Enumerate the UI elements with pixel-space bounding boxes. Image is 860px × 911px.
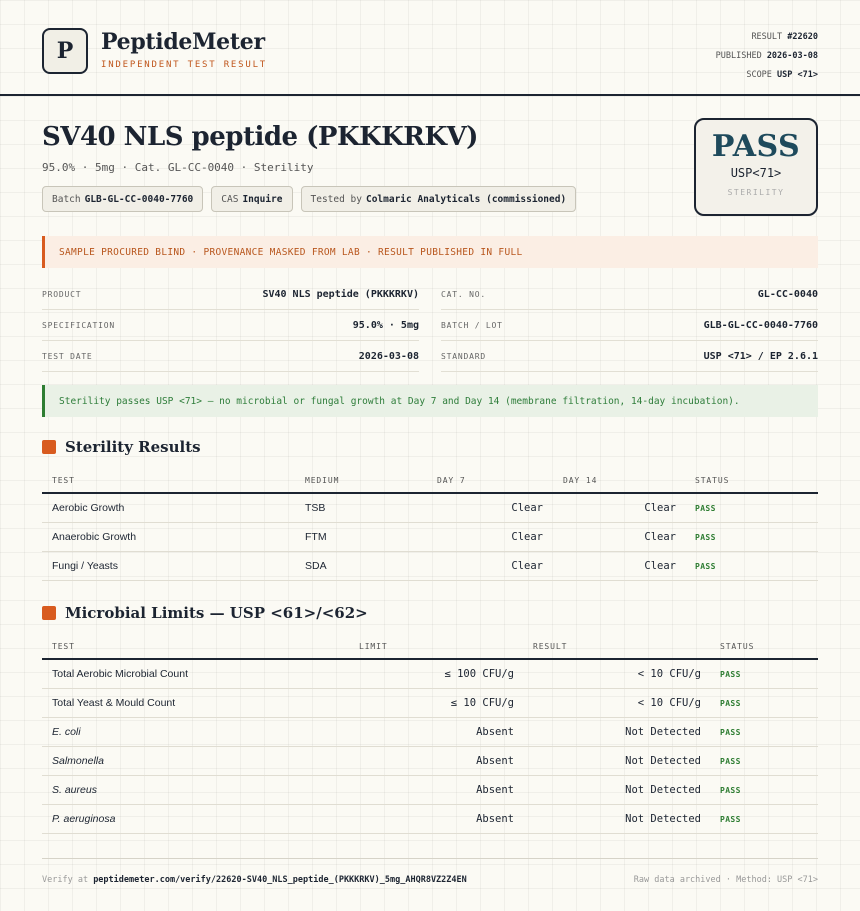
batch-chip: Batch GLB-GL-CC-0040-7760 bbox=[42, 186, 203, 212]
table-row: Fungi / Yeasts SDA Clear Clear PASS bbox=[42, 552, 818, 581]
section-marker-icon bbox=[42, 606, 56, 620]
info-specification: SPECIFICATION 95.0% · 5mg bbox=[42, 311, 419, 341]
table-row: S. aureus Absent Not Detected PASS bbox=[42, 776, 818, 805]
verdict-scope: STERILITY bbox=[727, 188, 785, 197]
product-subtitle: 95.0% · 5mg · Cat. GL-CC-0040 · Sterility bbox=[42, 161, 314, 174]
tagline: INDEPENDENT TEST RESULT bbox=[101, 60, 268, 70]
status-badge: PASS bbox=[695, 562, 716, 571]
status-badge: PASS bbox=[695, 533, 716, 542]
verdict-standard: USP<71> bbox=[730, 166, 782, 180]
verdict-text: PASS bbox=[711, 129, 801, 164]
status-badge: PASS bbox=[695, 504, 716, 513]
sterility-heading: Sterility Results bbox=[42, 438, 201, 456]
microbial-table bbox=[42, 632, 818, 834]
verify-link[interactable]: peptidemeter.com/verify/22620-SV40_NLS_peptide_(PKKKRKV)_5mg_AHQR8VZ2Z4EN bbox=[93, 875, 467, 885]
status-badge: PASS bbox=[720, 728, 741, 737]
info-product: PRODUCT SV40 NLS peptide (PKKKRKV) bbox=[42, 280, 419, 310]
procurement-notice: SAMPLE PROCURED BLIND · PROVENANCE MASKED FROM LAB · RESULT PUBLISHED IN FULL bbox=[42, 236, 818, 268]
footer-method: Raw data archived · Method: USP <71> bbox=[633, 875, 818, 885]
report-header bbox=[0, 0, 860, 96]
status-badge: PASS bbox=[720, 699, 741, 708]
status-badge: PASS bbox=[720, 757, 741, 766]
sterility-table-header: TEST MEDIUM DAY 7 DAY 14 STATUS bbox=[42, 466, 818, 494]
table-row: Total Aerobic Microbial Count ≤ 100 CFU/g < 10 CFU/g PASS bbox=[42, 660, 818, 689]
info-cat-no: CAT. NO. GL-CC-0040 bbox=[441, 280, 818, 310]
sterility-pass-note: Sterility passes USP <71> — no microbial or fungal growth at Day 7 and Day 14 (membrane filtration, 14-day incubation). bbox=[42, 385, 818, 417]
table-row: Total Yeast & Mould Count ≤ 10 CFU/g < 10 CFU/g PASS bbox=[42, 689, 818, 718]
info-batch: BATCH / LOT GLB-GL-CC-0040-7760 bbox=[441, 311, 818, 341]
result-id: RESULT #22620 bbox=[751, 32, 818, 42]
table-row: Anaerobic Growth FTM Clear Clear PASS bbox=[42, 523, 818, 552]
status-badge: PASS bbox=[720, 815, 741, 824]
table-row: E. coli Absent Not Detected PASS bbox=[42, 718, 818, 747]
report-footer bbox=[42, 858, 818, 898]
microbial-heading: Microbial Limits — USP <61>/<62> bbox=[42, 604, 368, 622]
published-date: PUBLISHED 2026-03-08 bbox=[715, 51, 818, 61]
table-row: P. aeruginosa Absent Not Detected PASS bbox=[42, 805, 818, 834]
logo-mark: P bbox=[42, 28, 88, 74]
sterility-table bbox=[42, 466, 818, 581]
product-chips bbox=[42, 186, 576, 212]
status-badge: PASS bbox=[720, 786, 741, 795]
scope: SCOPE USP <71> bbox=[746, 70, 818, 80]
tested-by-chip: Tested by Colmaric Analyticals (commissioned) bbox=[301, 186, 577, 212]
microbial-table-header: TEST LIMIT RESULT STATUS bbox=[42, 632, 818, 660]
verify-line: Verify at peptidemeter.com/verify/22620-SV40_NLS_peptide_(PKKKRKV)_5mg_AHQR8VZ2Z4EN bbox=[42, 875, 467, 885]
table-row: Aerobic Growth TSB Clear Clear PASS bbox=[42, 494, 818, 523]
table-row: Salmonella Absent Not Detected PASS bbox=[42, 747, 818, 776]
status-badge: PASS bbox=[720, 670, 741, 679]
cas-chip: CAS Inquire bbox=[211, 186, 292, 212]
brand-name: PeptideMeter bbox=[101, 29, 265, 55]
info-standard: STANDARD USP <71> / EP 2.6.1 bbox=[441, 342, 818, 372]
product-title: SV40 NLS peptide (PKKKRKV) bbox=[42, 122, 478, 152]
info-test-date: TEST DATE 2026-03-08 bbox=[42, 342, 419, 372]
verdict-badge bbox=[694, 118, 818, 216]
report-meta bbox=[716, 28, 818, 85]
section-marker-icon bbox=[42, 440, 56, 454]
